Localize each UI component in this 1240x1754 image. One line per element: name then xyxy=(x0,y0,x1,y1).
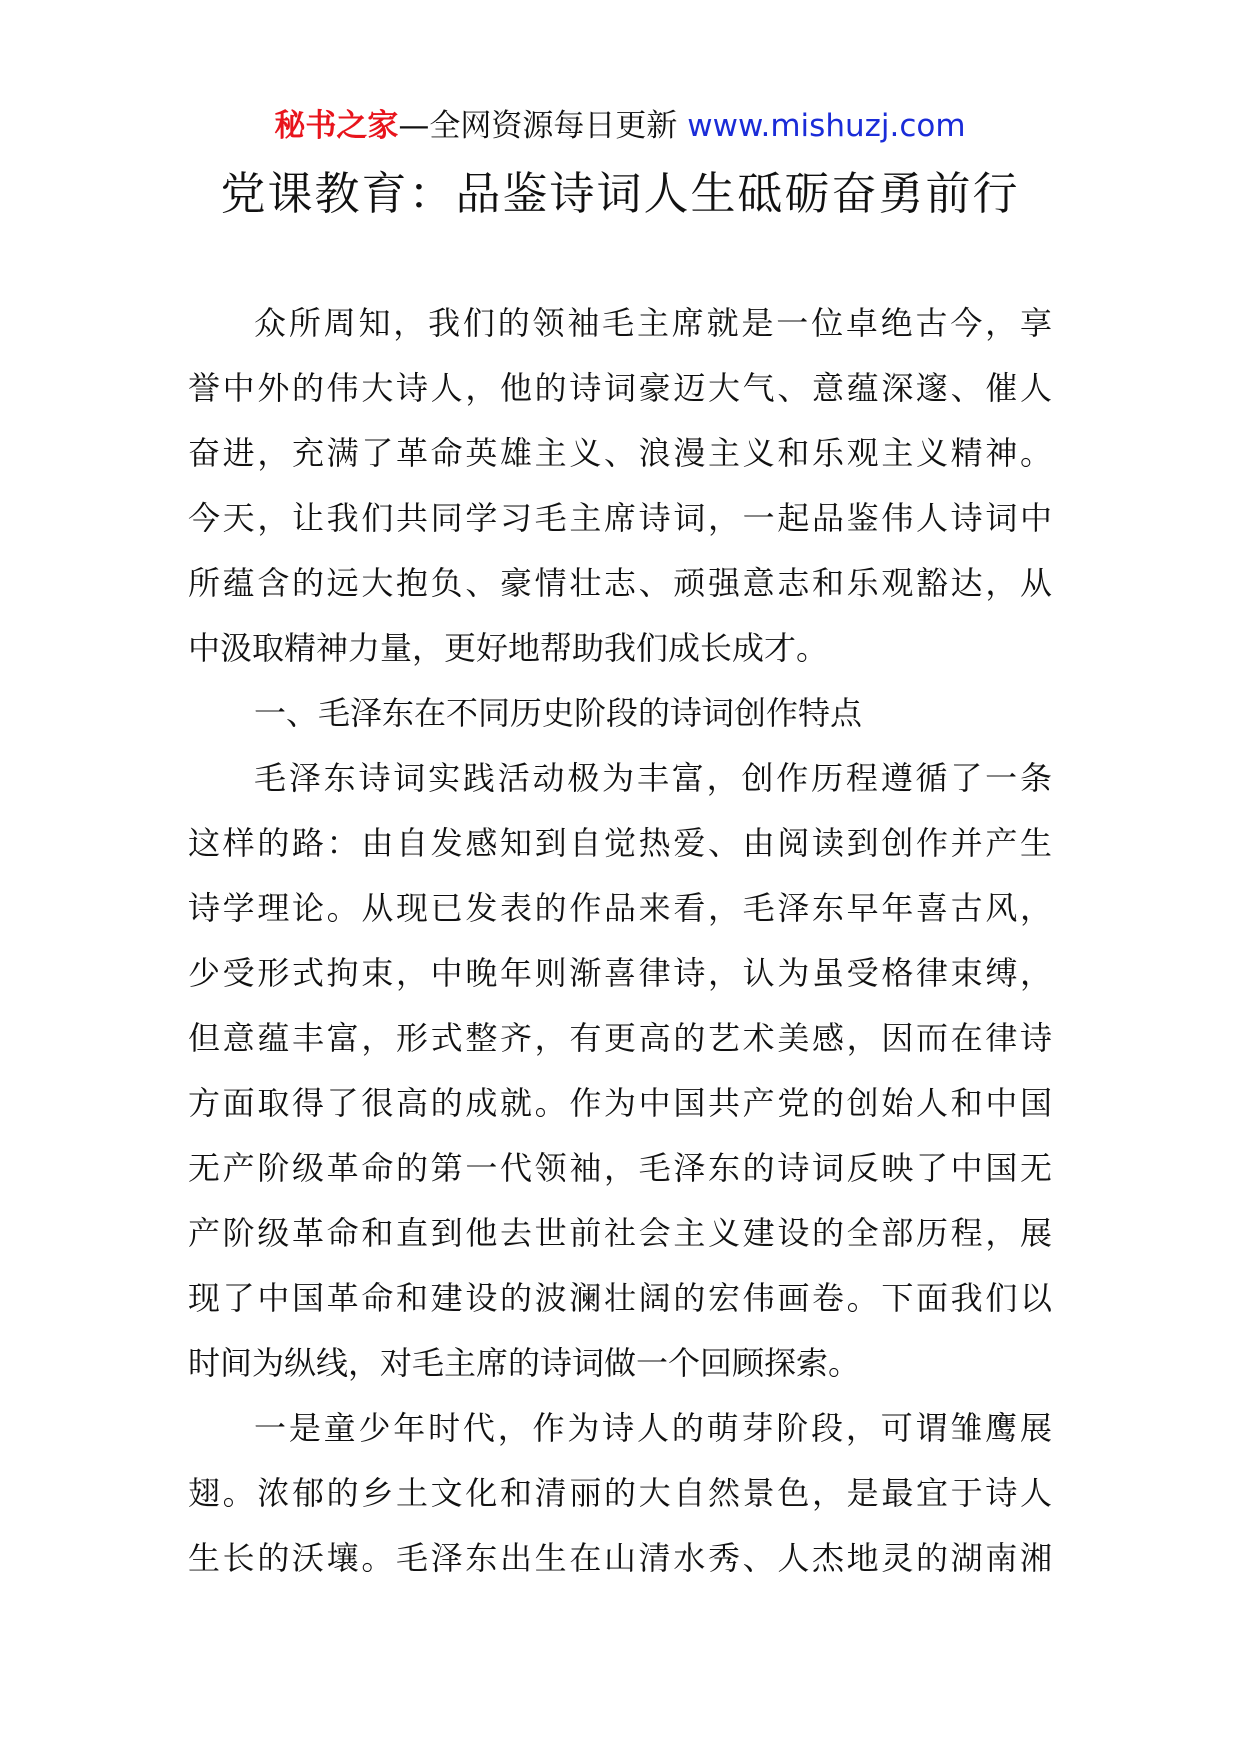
paragraph-line: 一是童少年时代，作为诗人的萌芽阶段，可谓雏鹰展 xyxy=(254,1409,1052,1447)
document-title: 党课教育：品鉴诗词人生砥砺奋勇前行 xyxy=(220,167,1020,220)
paragraph-line: 时间为纵线，对毛主席的诗词做一个回顾探索。 xyxy=(188,1344,861,1382)
paragraph-line: 这样的路：由自发感知到自觉热爱、由阅读到创作并产生 xyxy=(188,824,1052,862)
paragraph-line: 诗学理论。从现已发表的作品来看，毛泽东早年喜古风， xyxy=(188,889,1052,927)
paragraph-line: 众所周知，我们的领袖毛主席就是一位卓绝古今，享 xyxy=(254,304,1052,342)
paragraph-line: 现了中国革命和建设的波澜壮阔的宏伟画卷。下面我们以 xyxy=(188,1279,1052,1317)
paragraph-line: 所蕴含的远大抱负、豪情壮志、顽强意志和乐观豁达，从 xyxy=(188,564,1052,602)
site-header xyxy=(0,104,1240,148)
paragraph-line: 今天，让我们共同学习毛主席诗词，一起品鉴伟人诗词中 xyxy=(188,499,1052,537)
paragraph-line: 毛泽东诗词实践活动极为丰富，创作历程遵循了一条 xyxy=(254,759,1052,797)
paragraph-line: 产阶级革命和直到他去世前社会主义建设的全部历程，展 xyxy=(188,1214,1052,1252)
section-heading: 一、毛泽东在不同历史阶段的诗词创作特点 xyxy=(254,694,863,732)
paragraph-line: 翅。浓郁的乡土文化和清丽的大自然景色，是最宜于诗人 xyxy=(188,1474,1052,1512)
paragraph-line: 但意蕴丰富，形式整齐，有更高的艺术美感，因而在律诗 xyxy=(188,1019,1052,1057)
paragraph-line: 奋进，充满了革命英雄主义、浪漫主义和乐观主义精神。 xyxy=(188,434,1052,472)
site-url-link[interactable]: www.mishuzj.com xyxy=(687,108,966,144)
paragraph-line: 生长的沃壤。毛泽东出生在山清水秀、人杰地灵的湖南湘 xyxy=(188,1539,1052,1577)
paragraph-line: 少受形式拘束，中晚年则渐喜律诗，认为虽受格律束缚， xyxy=(188,954,1052,992)
brand-name: 秘书之家 xyxy=(274,108,399,144)
paragraph-line: 方面取得了很高的成就。作为中国共产党的创始人和中国 xyxy=(188,1084,1052,1122)
paragraph-line: 无产阶级革命的第一代领袖，毛泽东的诗词反映了中国无 xyxy=(188,1149,1052,1187)
paragraph-line: 誉中外的伟大诗人，他的诗词豪迈大气、意蕴深邃、催人 xyxy=(188,369,1052,407)
header-tagline: —全网资源每日更新 xyxy=(398,108,688,144)
document-body xyxy=(188,291,1052,1591)
paragraph-line: 中汲取精神力量，更好地帮助我们成长成才。 xyxy=(188,629,829,667)
